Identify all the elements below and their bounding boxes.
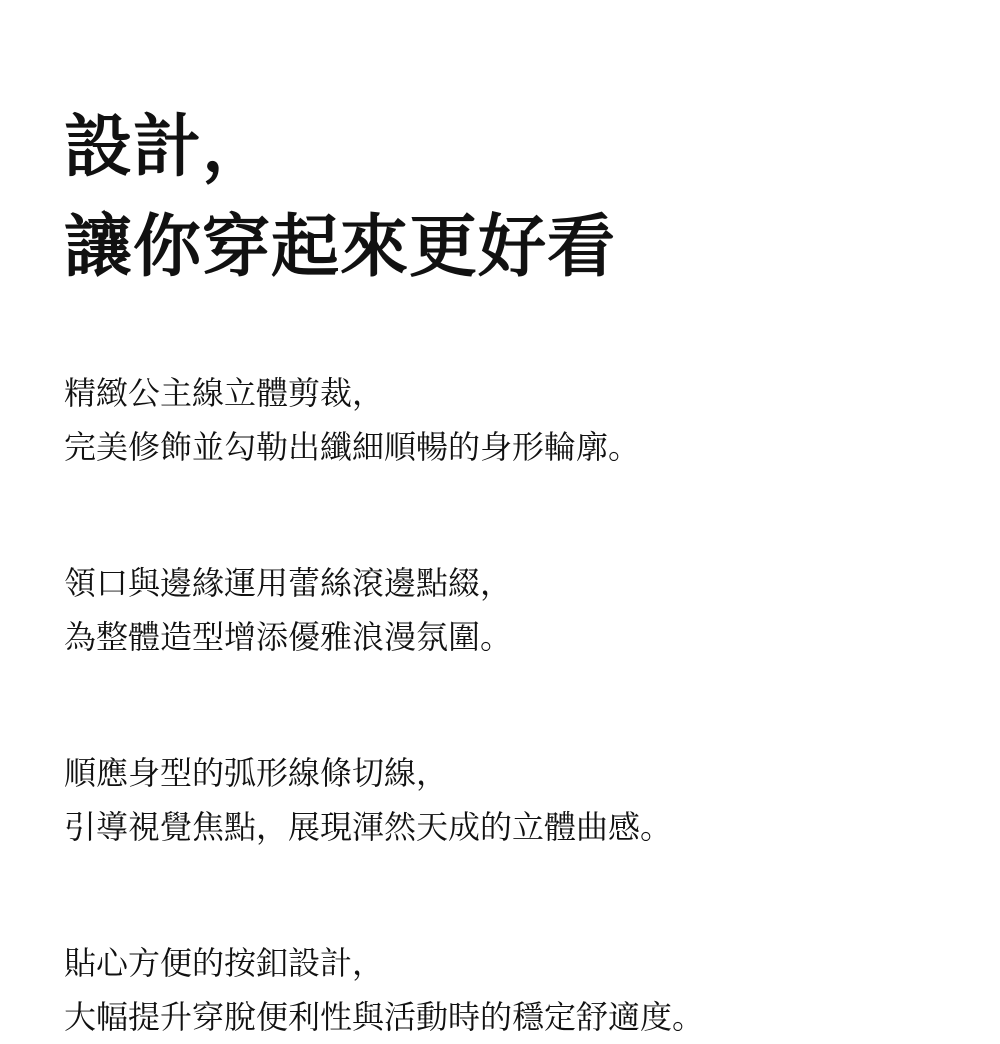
- paragraph-princess-seam: [64, 366, 1000, 474]
- paragraph-line: 引導視覺焦點，展現渾然天成的立體曲感。: [64, 808, 673, 846]
- paragraph-curved-lines: [64, 746, 1000, 854]
- paragraph-line: 領口與邊緣運用蕾絲滾邊點綴，: [64, 564, 513, 602]
- paragraph-line: 為整體造型增添優雅浪漫氛圍。: [64, 618, 513, 656]
- paragraph-line: 貼心方便的按釦設計，: [64, 944, 385, 982]
- paragraph-snap-buttons: [64, 936, 1000, 1044]
- paragraph-lace-trim: [64, 556, 1000, 664]
- paragraph-line: 完美修飾並勾勒出纖細順暢的身形輪廓。: [64, 428, 641, 466]
- headline-line-1: 設計，: [64, 108, 272, 187]
- headline: [64, 98, 1000, 298]
- paragraph-line: 大幅提升穿脫便利性與活動時的穩定舒適度。: [64, 998, 705, 1036]
- headline-line-2: 讓你穿起來更好看: [64, 208, 617, 287]
- paragraph-line: 順應身型的弧形線條切線，: [64, 754, 449, 792]
- paragraph-line: 精緻公主線立體剪裁，: [64, 374, 385, 412]
